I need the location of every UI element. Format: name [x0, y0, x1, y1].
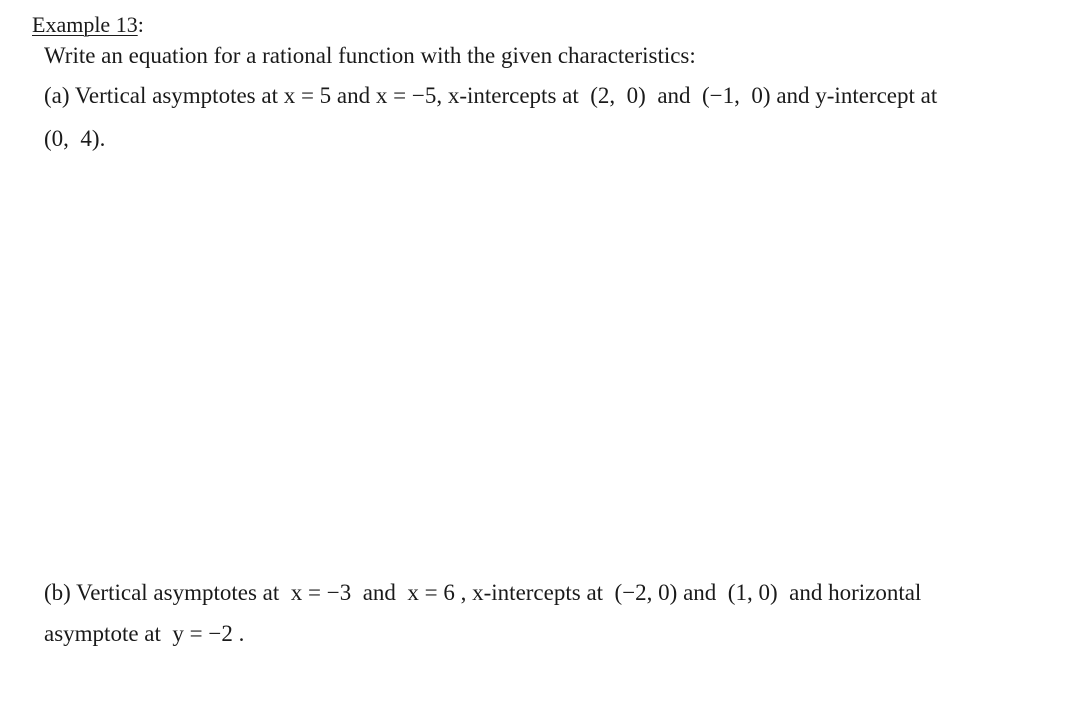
part-b-line-2: asymptote at y = −2 .	[44, 621, 245, 646]
example-heading	[32, 14, 144, 36]
part-a-line-1: (a) Vertical asymptotes at x = 5 and x = −5, x-intercepts at (2, 0) and (−1, 0) and y-intercept at	[44, 83, 938, 108]
instruction-text: Write an equation for a rational function with the given characteristics:	[44, 43, 696, 68]
example-heading-label: Example 13	[32, 12, 138, 37]
example-heading-colon: :	[137, 12, 144, 37]
part-a-line-2: (0, 4).	[44, 126, 106, 151]
part-b-line-1: (b) Vertical asymptotes at x = −3 and x = 6 , x-intercepts at (−2, 0) and (1, 0) and horizontal	[44, 580, 922, 605]
